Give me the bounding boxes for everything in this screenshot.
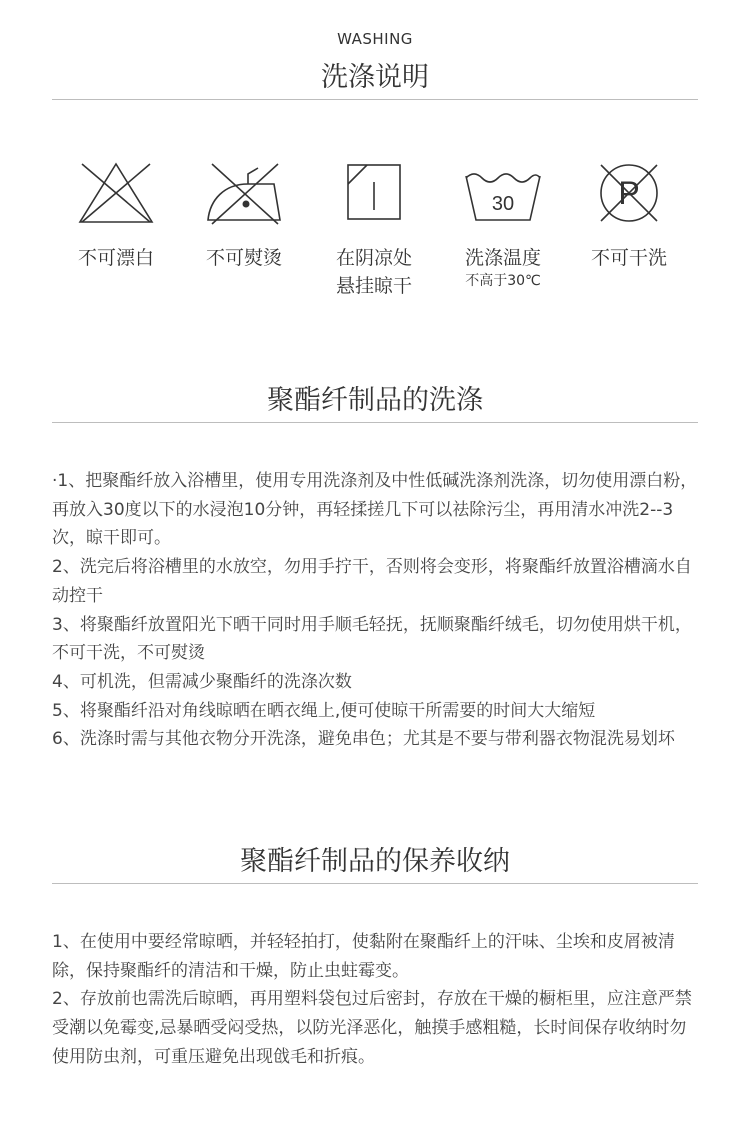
header-en-title: WASHING xyxy=(337,30,413,48)
no-iron-icon xyxy=(194,160,294,226)
care-item-no-dry-clean xyxy=(569,160,689,272)
section-washing-title: 聚酯纤制品的洗涤 xyxy=(267,385,483,416)
care-item-no-bleach xyxy=(56,160,176,272)
care-item-no-iron xyxy=(184,160,304,272)
care-label-no-iron: 不可熨烫 xyxy=(205,247,282,269)
care-label-hang-dry-line1: 在阴凉处 xyxy=(335,247,412,269)
washing-step-2: 2、洗完后将浴槽里的水放空，勿用手拧干，否则将会变形，将聚酯纤放置浴槽滴水自动控干 xyxy=(52,557,692,606)
care-step-1: 1、在使用中要经常晾晒，并轻轻拍打，使黏附在聚酯纤上的汗味、尘埃和皮屑被清除，保持聚酯纤的清洁和干燥，防止虫蛀霉变。 xyxy=(52,932,675,981)
care-label-wash-temp: 洗涤温度 xyxy=(464,247,541,269)
care-label-hang-dry xyxy=(314,244,434,300)
section-care-divider xyxy=(52,883,698,884)
washing-step-1: ·1、把聚酯纤放入浴槽里，使用专用洗涤剂及中性低碱洗涤剂洗涤，切勿使用漂白粉，再放入30度以下的水浸泡10分钟，再轻揉搓几下可以祛除污尘，再用清水冲洗2--3次，晾干即可。 xyxy=(52,471,698,549)
dry-clean-letter: P xyxy=(618,175,640,211)
section-washing-divider xyxy=(52,422,698,423)
wash-temp-text: 30 xyxy=(491,193,515,215)
header-divider xyxy=(52,99,698,100)
section-care-title: 聚酯纤制品的保养收纳 xyxy=(240,846,510,877)
no-bleach-icon xyxy=(76,160,156,226)
hang-dry-shade-icon xyxy=(334,160,414,226)
care-sub-wash-temp: 不高于30℃ xyxy=(465,273,541,289)
care-label-hang-dry-line2: 悬挂晾干 xyxy=(335,275,412,297)
care-item-hang-dry xyxy=(314,160,434,300)
care-step-2: 2、存放前也需洗后晾晒，再用塑料袋包过后密封，存放在干燥的橱柜里，应注意严禁受潮以免霉变,忌暴晒受闷受热，以防光泽恶化，触摸手感粗糙，长时间保存收纳时勿使用防虫剂，可重压避免出现戗毛和折痕。 xyxy=(52,989,692,1067)
care-label-no-bleach: 不可漂白 xyxy=(77,247,154,269)
header-zh-title: 洗涤说明 xyxy=(321,62,429,93)
washing-step-4: 4、可机洗，但需减少聚酯纤的洗涤次数 xyxy=(52,671,352,692)
care-item-wash-30 xyxy=(443,160,563,290)
washing-step-3: 3、将聚酯纤放置阳光下晒干同时用手顺毛轻抚，抚顺聚酯纤绒毛，切勿使用烘干机，不可干洗，不可熨烫 xyxy=(52,614,692,664)
section-washing-body xyxy=(52,467,702,754)
care-label-no-dry-clean: 不可干洗 xyxy=(590,247,667,269)
washing-step-5: 5、将聚酯纤沿对角线晾晒在晒衣绳上,便可使晾干所需要的时间大大缩短 xyxy=(52,700,596,721)
no-dry-clean-icon xyxy=(589,160,669,226)
wash-30-icon xyxy=(458,160,548,226)
washing-step-6: 6、洗涤时需与其他衣物分开洗涤，避免串色；尤其是不要与带利器衣物混洗易划坏 xyxy=(52,729,675,750)
section-care-body xyxy=(52,928,702,1072)
